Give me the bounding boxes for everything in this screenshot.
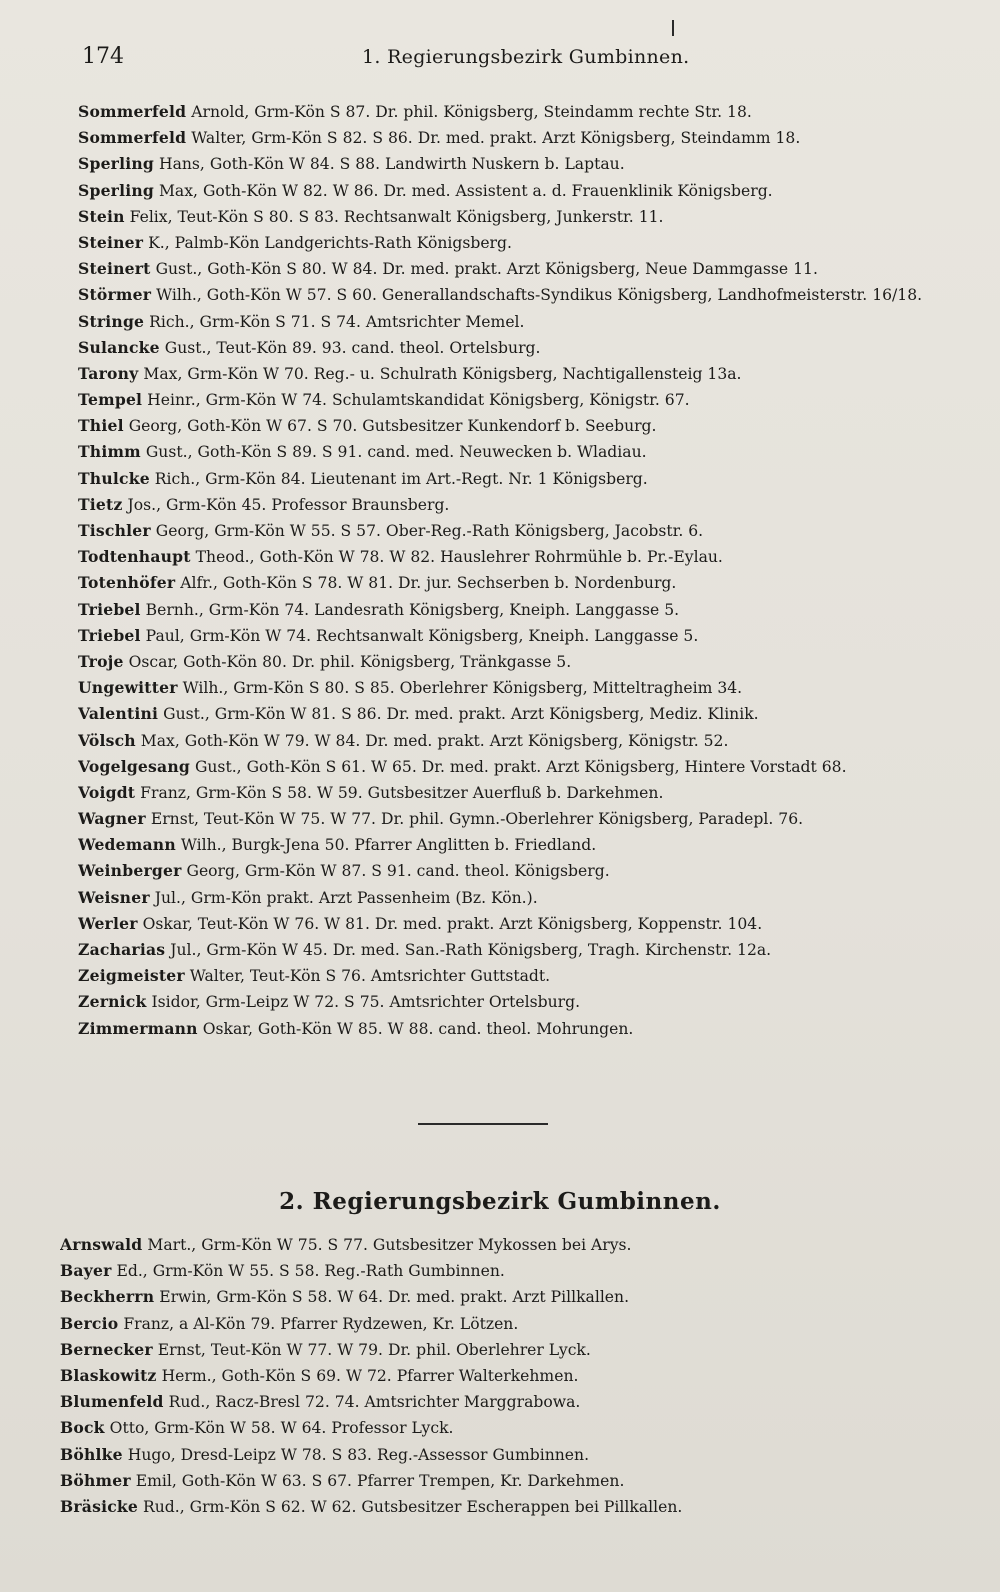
entry-surname: Bräsicke [60,1496,139,1516]
list-item [60,1363,960,1389]
entry-details: Alfr., Goth-Kön S 78. W 81. Dr. jur. Sechserben b. Nordenburg. [180,574,677,593]
entry-details: Heinr., Grm-Kön W 74. Schulamtskandidat Königsberg, Königstr. 67. [147,391,690,410]
list-item [78,309,958,335]
entry-surname: Zeigmeister [78,966,185,986]
entry-surname: Werler [78,913,138,933]
list-item [78,623,958,649]
list-item [60,1284,960,1310]
entry-details: Georg, Goth-Kön W 67. S 70. Gutsbesitzer Kunkendorf b. Seeburg. [128,417,657,436]
page-header [82,44,942,74]
entry-details: Arnold, Grm-Kön S 87. Dr. phil. Königsberg, Steindamm rechte Str. 18. [191,103,752,121]
list-item [78,256,958,282]
entry-surname: Stein [78,206,125,226]
list-item [60,1468,960,1494]
list-item [78,439,958,465]
list-item [78,518,958,544]
entry-details: Walter, Teut-Kön S 76. Amtsrichter Guttstadt. [189,967,551,986]
list-item [78,832,958,858]
entry-surname: Zernick [78,992,147,1012]
entry-details: Gust., Goth-Kön S 89. S 91. cand. med. Neuwecken b. Wladiau. [145,443,647,462]
list-item [78,728,958,754]
entry-details: Oscar, Goth-Kön 80. Dr. phil. Königsberg, Tränkgasse 5. [128,652,572,671]
list-item [78,597,958,623]
entry-details: Georg, Grm-Kön W 87. S 91. cand. theol. Königsberg. [186,862,610,881]
list-item [78,754,958,780]
list-item [78,570,958,596]
list-item [60,1494,960,1520]
list-item [60,1415,960,1441]
entry-details: Mart., Grm-Kön W 75. S 77. Gutsbesitzer Mykossen bei Arys. [147,1236,632,1254]
entry-surname: Tischler [78,521,151,541]
list-item [60,1311,960,1337]
entry-details: Paul, Grm-Kön W 74. Rechtsanwalt Königsberg, Kneiph. Langgasse 5. [145,626,699,645]
list-item [60,1258,960,1284]
list-item [78,675,958,701]
entry-surname: Völsch [78,730,136,750]
entry-details: Gust., Goth-Kön S 80. W 84. Dr. med. prakt. Arzt Königsberg, Neue Dammgasse 11. [155,260,818,279]
entry-list [78,99,958,1042]
entry-surname: Weisner [78,887,150,907]
entry-details: Jos., Grm-Kön 45. Professor Braunsberg. [127,495,450,514]
list-item [78,125,958,151]
entry-surname: Sperling [78,180,154,200]
entry-details: K., Palmb-Kön Landgerichts-Rath Königsberg. [148,233,512,252]
entry-details: Ed., Grm-Kön W 55. S 58. Reg.-Rath Gumbinnen. [116,1262,505,1281]
entry-list-section-2 [60,1232,960,1520]
entry-details: Bernh., Grm-Kön 74. Landesrath Königsberg, Kneiph. Langgasse 5. [145,600,680,619]
entry-details: Isidor, Grm-Leipz W 72. S 75. Amtsrichter Ortelsburg. [151,993,581,1012]
entry-details: Rich., Grm-Kön 84. Lieutenant im Art.-Regt. Nr. 1 Königsberg. [154,469,648,488]
entry-details: Georg, Grm-Kön W 55. S 57. Ober-Reg.-Rath Königsberg, Jacobstr. 6. [155,522,704,541]
list-item [78,885,958,911]
entry-details: Oskar, Teut-Kön W 76. W 81. Dr. med. prakt. Arzt Königsberg, Koppenstr. 104. [142,914,763,933]
entry-surname: Böhmer [60,1470,131,1490]
entry-surname: Totenhöfer [78,573,176,593]
entry-surname: Steinert [78,259,151,279]
list-item [78,701,958,727]
entry-surname: Wagner [78,809,146,829]
entry-surname: Sperling [78,154,154,174]
list-item [78,492,958,518]
entry-surname: Triebel [78,625,141,645]
entry-surname: Bayer [60,1261,112,1281]
entry-details: Hans, Goth-Kön W 84. S 88. Landwirth Nuskern b. Laptau. [158,155,625,174]
list-item [78,858,958,884]
entry-details: Gust., Teut-Kön 89. 93. cand. theol. Ortelsburg. [164,338,541,357]
entry-details: Ernst, Teut-Kön W 77. W 79. Dr. phil. Oberlehrer Lyck. [157,1340,591,1359]
list-item [60,1442,960,1468]
list-item [78,178,958,204]
running-head: 1. Regierungsbezirk Gumbinnen. [362,46,690,68]
entry-surname: Sulancke [78,337,160,357]
list-item [78,413,958,439]
list-item [78,151,958,177]
entry-surname: Weinberger [78,861,182,881]
entry-details: Gust., Grm-Kön W 81. S 86. Dr. med. prakt. Arzt Königsberg, Mediz. Klinik. [163,705,759,724]
list-item [78,282,958,308]
section-heading: 2. Regierungsbezirk Gumbinnen. [279,1188,721,1215]
entry-surname: Voigdt [78,782,136,802]
entry-details: Franz, Grm-Kön S 58. W 59. Gutsbesitzer Auerfluß b. Darkehmen. [140,783,664,802]
entry-surname: Ungewitter [78,678,178,698]
list-item [60,1389,960,1415]
entry-details: Hugo, Dresd-Leipz W 78. S 83. Reg.-Assessor Gumbinnen. [127,1445,590,1464]
list-item [60,1232,960,1258]
entry-details: Theod., Goth-Kön W 78. W 82. Hauslehrer Rohrmühle b. Pr.-Eylau. [195,548,723,567]
entry-details: Rud., Racz-Bresl 72. 74. Amtsrichter Marggrabowa. [168,1393,581,1412]
entry-details: Erwin, Grm-Kön S 58. W 64. Dr. med. prakt. Arzt Pillkallen. [159,1288,630,1307]
list-item [78,544,958,570]
list-item [78,335,958,361]
entry-details: Rud., Grm-Kön S 62. W 62. Gutsbesitzer Escherappen bei Pillkallen. [143,1497,683,1516]
entry-details: Ernst, Teut-Kön W 75. W 77. Dr. phil. Gymn.-Oberlehrer Königsberg, Paradepl. 76. [150,810,804,829]
entry-details: Max, Goth-Kön W 79. W 84. Dr. med. prakt. Arzt Königsberg, Königstr. 52. [140,731,729,750]
list-item [60,1337,960,1363]
list-item [78,204,958,230]
list-item [78,361,958,387]
list-item [78,989,958,1015]
entry-surname: Stringe [78,311,145,331]
entry-surname: Bock [60,1418,105,1438]
entry-details: Rich., Grm-Kön S 71. S 74. Amtsrichter Memel. [149,312,525,331]
entry-details: Wilh., Grm-Kön S 80. S 85. Oberlehrer Königsberg, Mitteltragheim 34. [182,679,743,698]
entry-surname: Todtenhaupt [78,547,191,567]
entry-surname: Vogelgesang [78,756,190,776]
list-item [78,780,958,806]
list-item [78,230,958,256]
entry-surname: Zacharias [78,940,166,960]
entry-surname: Sommerfeld [78,128,187,148]
entry-details: Wilh., Goth-Kön W 57. S 60. Generallandschafts-Syndikus Königsberg, Landhofmeisterstr. 16/18. [156,286,923,305]
list-item [78,911,958,937]
page-number: 174 [82,44,124,69]
list-item [78,99,958,125]
entry-details: Max, Grm-Kön W 70. Reg.- u. Schulrath Königsberg, Nachtigallensteig 13a. [143,364,742,383]
entry-details: Otto, Grm-Kön W 58. W 64. Professor Lyck. [109,1419,454,1438]
entry-surname: Tempel [78,390,143,410]
entry-surname: Böhlke [60,1444,123,1464]
entry-surname: Valentini [78,704,159,724]
list-item [78,806,958,832]
entry-details: Walter, Grm-Kön S 82. S 86. Dr. med. prakt. Arzt Königsberg, Steindamm 18. [191,129,801,148]
list-item [78,466,958,492]
entry-details: Felix, Teut-Kön S 80. S 83. Rechtsanwalt Königsberg, Junkerstr. 11. [129,207,664,226]
list-item [78,937,958,963]
entry-surname: Tarony [78,363,139,383]
entry-surname: Arnswald [60,1235,143,1254]
entry-details: Jul., Grm-Kön prakt. Arzt Passenheim (Bz. Kön.). [154,888,538,907]
section-divider [418,1123,548,1125]
entry-surname: Troje [78,651,124,671]
entry-surname: Störmer [78,285,152,305]
entry-details: Jul., Grm-Kön W 45. Dr. med. San.-Rath Königsberg, Tragh. Kirchenstr. 12a. [170,941,772,960]
list-item [78,387,958,413]
entry-details: Wilh., Burgk-Jena 50. Pfarrer Anglitten b. Friedland. [180,836,597,855]
entry-surname: Steiner [78,232,144,252]
entry-surname: Blaskowitz [60,1365,157,1385]
entry-surname: Tietz [78,494,123,514]
entry-surname: Wedemann [78,835,176,855]
entry-surname: Beckherrn [60,1287,155,1307]
entry-details: Oskar, Goth-Kön W 85. W 88. cand. theol. Mohrungen. [202,1019,634,1038]
entry-surname: Thulcke [78,468,150,488]
entry-surname: Sommerfeld [78,102,187,121]
entry-surname: Bercio [60,1313,119,1333]
entry-surname: Thiel [78,416,124,436]
entry-surname: Triebel [78,599,141,619]
list-item [78,1016,958,1042]
list-item [78,963,958,989]
entry-details: Gust., Goth-Kön S 61. W 65. Dr. med. prakt. Arzt Königsberg, Hintere Vorstadt 68. [194,757,847,776]
entry-surname: Thimm [78,442,141,462]
entry-details: Herm., Goth-Kön S 69. W 72. Pfarrer Walterkehmen. [161,1366,579,1385]
margin-mark [672,20,674,36]
entry-details: Franz, a Al-Kön 79. Pfarrer Rydzewen, Kr. Lötzen. [123,1314,519,1333]
entry-surname: Bernecker [60,1339,153,1359]
entry-details: Max, Goth-Kön W 82. W 86. Dr. med. Assistent a. d. Frauenklinik Königsberg. [158,181,773,200]
entry-surname: Zimmermann [78,1018,198,1038]
entry-surname: Blumenfeld [60,1392,164,1412]
entry-details: Emil, Goth-Kön W 63. S 67. Pfarrer Trempen, Kr. Darkehmen. [135,1471,625,1490]
list-item [78,649,958,675]
